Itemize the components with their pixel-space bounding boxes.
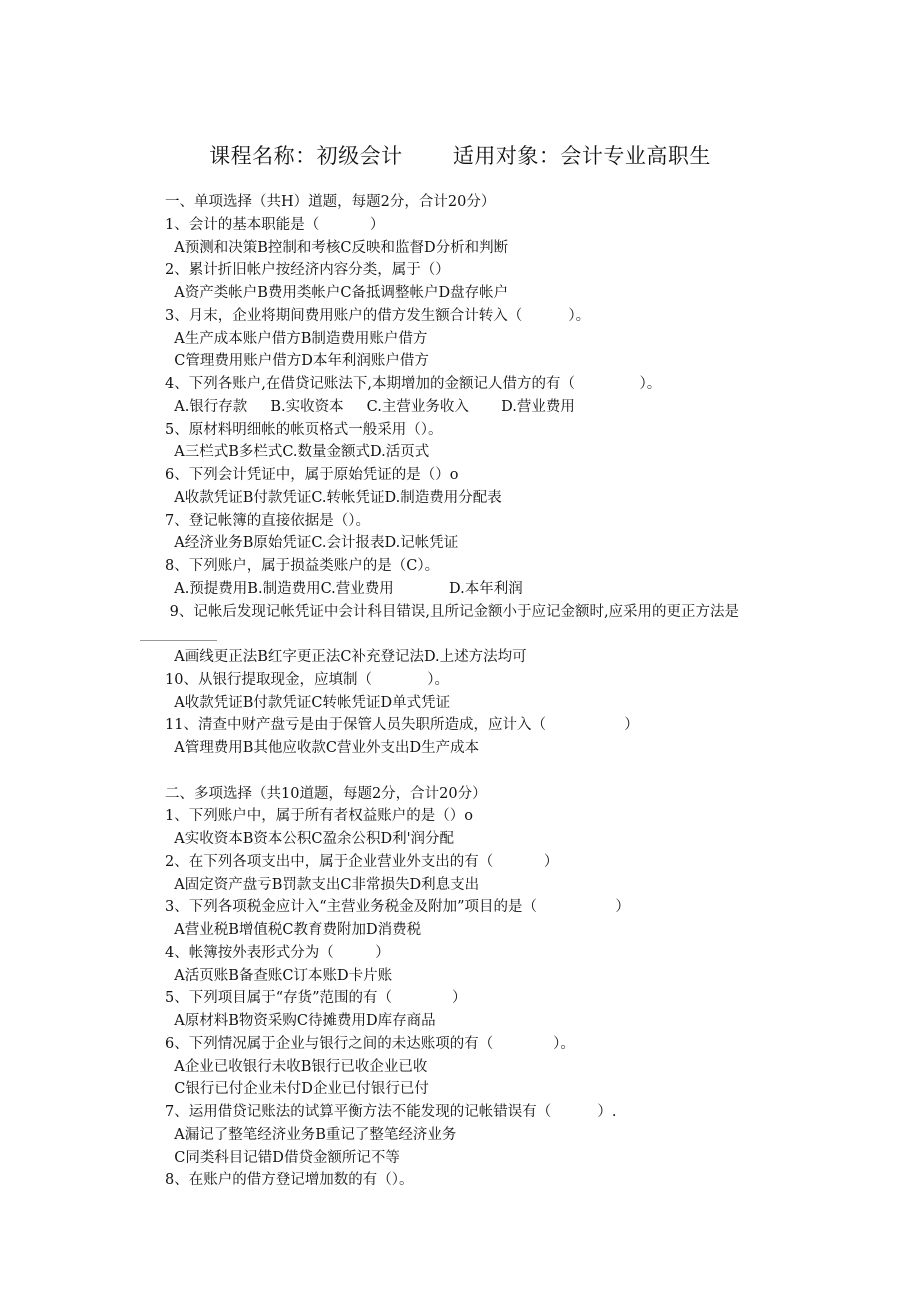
document-line: A管理费用B其他应收款C营业外支出D生产成本 bbox=[165, 740, 480, 756]
document-line: 2、在下列各项支出中，属于企业营业外支出的有（ ） bbox=[165, 853, 559, 870]
document-line: 6、下列会计凭证中，属于原始凭证的是（）o bbox=[165, 467, 459, 483]
document-line: 11、清查中财产盘亏是由于保管人员失职所造成，应计入（ ） bbox=[165, 717, 639, 734]
document-line: 8、下列账户，属于损益类账户的是（C）。 bbox=[165, 558, 440, 574]
document-line: 5、下列项目属于“存货”范围的有（ ） bbox=[165, 990, 467, 1007]
document-line: A.预提费用B.制造费用C.营业费用 D.本年利润 bbox=[165, 580, 523, 597]
document-line: 3、下列各项税金应计入“主营业务税金及附加”项目的是（ ） bbox=[165, 899, 630, 916]
document-line: A固定资产盘亏B罚款支出C非常损失D利息支出 bbox=[165, 876, 480, 893]
document-line: 7、登记帐簿的直接依据是（）。 bbox=[165, 512, 370, 529]
document-line: C管理费用账户借方D本年利润账户借方 bbox=[165, 353, 429, 370]
document-line: C银行已付企业未付D企业已付银行已付 bbox=[165, 1081, 429, 1098]
document-line: 8、在账户的借方登记增加数的有（）。 bbox=[165, 1172, 414, 1189]
document-line: 1、下列账户中，属于所有者权益账户的是（）o bbox=[165, 808, 473, 825]
document-line: 4、帐簿按外表形式分为（ ） bbox=[165, 944, 390, 961]
document-line: A营业税B增值税C教育费附加D消费税 bbox=[165, 922, 422, 938]
document-line: A.银行存款 B.实收资本 C.主营业务收入 D.营业费用 bbox=[165, 398, 575, 415]
document-line: A资产类帐户B费用类帐户C备抵调整帐户D盘存帐户 bbox=[165, 285, 509, 301]
document-line: A经济业务B原始凭证C.会计报表D.记帐凭证 bbox=[165, 535, 459, 552]
document-line: 10、从银行提取现金，应填制（ ）。 bbox=[165, 671, 450, 688]
document-line: 6、下列情况属于企业与银行之间的未达账项的有（ ）。 bbox=[165, 1035, 575, 1052]
document-line: 5、原材料明细帐的帐页格式一般采用（）。 bbox=[165, 421, 443, 438]
document-line: A收款凭证B付款凭证C转帐凭证D单式凭证 bbox=[165, 694, 451, 711]
document-line: A漏记了整笔经济业务B重记了整笔经济业务 bbox=[165, 1126, 457, 1143]
document-line: 3、月末，企业将期间费用账户的借方发生额合计转入（ ）。 bbox=[165, 307, 591, 324]
document-line: 4、下列各账户,在借贷记账法下,本期增加的金额记人借方的有（ ）。 bbox=[165, 376, 662, 392]
document-line: A画线更正法B红字更正法C补充登记法D.上述方法均可 bbox=[165, 649, 527, 665]
document-line: 9、记帐后发现记帐凭证中会计科目错误,且所记金额小于应记金额时,应采用的更正方法是 bbox=[165, 603, 740, 620]
document-line: 一、单项选择（共H）道题，每题2分，合计20分） bbox=[165, 194, 496, 210]
document-line: A生产成本账户借方B制造费用账户借方 bbox=[165, 330, 428, 347]
blank-underline bbox=[140, 640, 217, 641]
document-line: A企业已收银行未收B银行已收企业已收 bbox=[165, 1058, 428, 1075]
document-line: A实收资本B资本公积C盈余公积D利'润分配 bbox=[165, 831, 455, 847]
document-line: 2、累计折旧帐户按经济内容分类，属于（） bbox=[165, 262, 450, 279]
document-line: A收款凭证B付款凭证C.转帐凭证D.制造费用分配表 bbox=[165, 489, 502, 506]
document-line: 二、多项选择（共10道题，每题2分，合计20分） bbox=[165, 785, 487, 802]
document-line: A原材料B物资采购C待摊费用D库存商品 bbox=[165, 1013, 436, 1029]
document-line: A三栏式B多栏式C.数量金额式D.活页式 bbox=[165, 444, 430, 461]
page-title: 课程名称：初级会计 适用对象：会计专业高职生 bbox=[209, 144, 711, 168]
document-line: 7、运用借贷记账法的试算平衡方法不能发现的记帐错误有（ ）. bbox=[165, 1104, 617, 1120]
document-line: C同类科目记错D借贷金额所记不等 bbox=[165, 1149, 400, 1166]
document-line: A预测和决策B控制和考核C反映和监督D分析和判断 bbox=[165, 239, 509, 256]
document-line: 1、会计的基本职能是（ ） bbox=[165, 216, 385, 233]
document-line: A活页账B备查账C订本账D卡片账 bbox=[165, 967, 393, 984]
